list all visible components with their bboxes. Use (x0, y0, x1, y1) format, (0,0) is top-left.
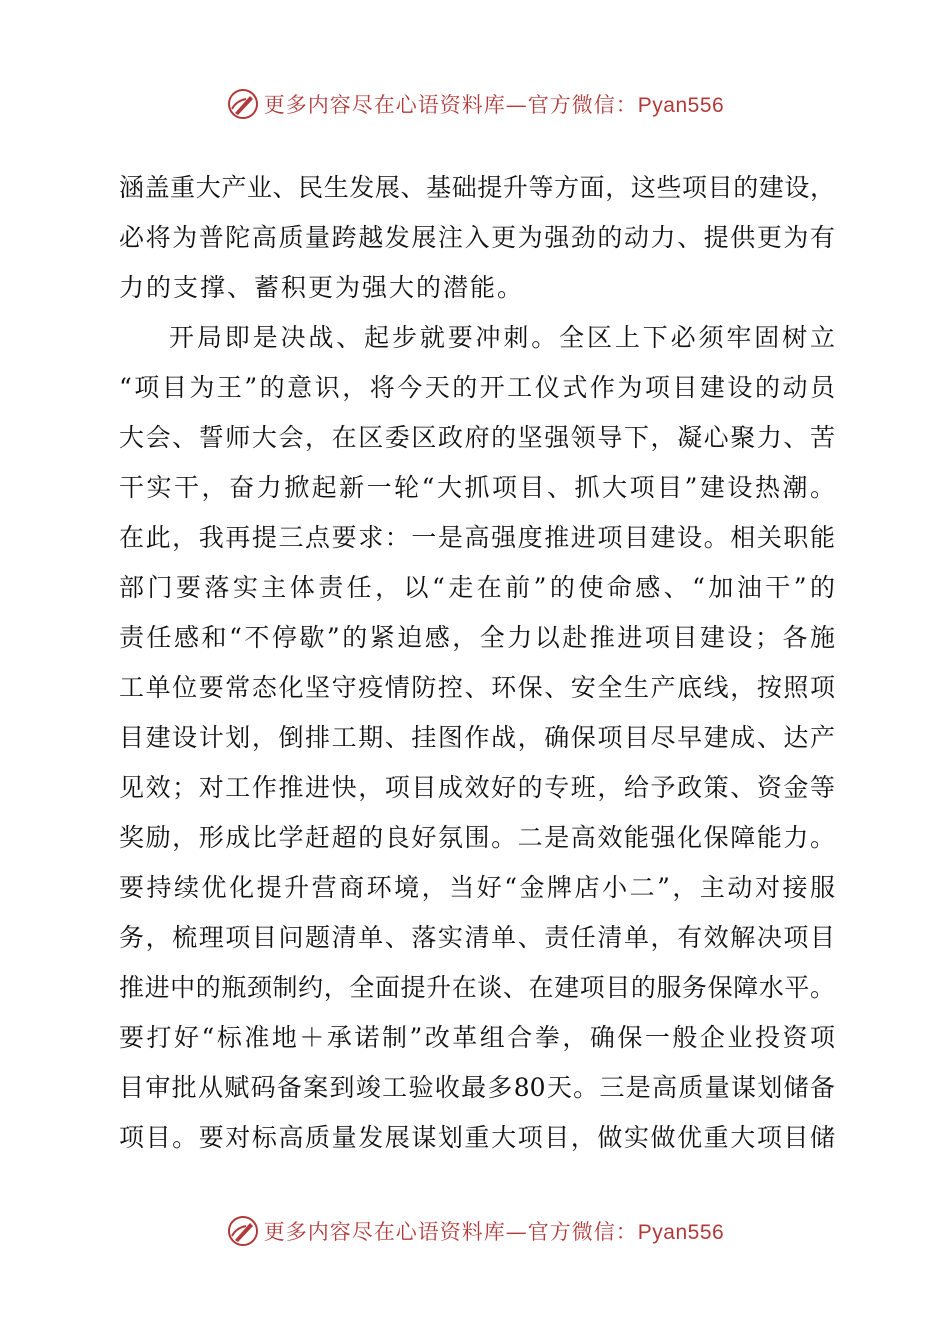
footer-banner-label: 更多内容尽在心语资料库—官方微信： (263, 1220, 638, 1244)
body-line: 部门要落实主体责任，以“走在前”的使命感、“加油干”的 (119, 573, 835, 602)
body-line: 要打好“标准地＋承诺制”改革组合拳，确保一般企业投资项 (119, 1023, 835, 1052)
header-banner-label: 更多内容尽在心语资料库—官方微信： (263, 93, 638, 117)
header-banner-text (264, 89, 724, 119)
pen-logo-icon (226, 87, 260, 121)
header-banner (0, 84, 950, 124)
body-line: 工单位要常态化坚守疫情防控、环保、安全生产底线，按照项 (119, 673, 835, 702)
body-line: 涵盖重大产业、民生发展、基础提升等方面，这些项目的建设， (119, 173, 835, 202)
document-body (119, 163, 835, 1163)
body-line: “项目为王”的意识，将今天的开工仪式作为项目建设的动员 (119, 373, 835, 402)
footer-banner-account: Pyan556 (637, 1221, 725, 1244)
body-line: 见效；对工作推进快，项目成效好的专班，给予政策、资金等 (119, 773, 835, 802)
body-line: 力的支撑、蓄积更为强大的潜能。 (119, 273, 525, 302)
body-line: 要持续优化提升营商环境，当好“金牌店小二”，主动对接服 (119, 873, 835, 902)
body-line: 务，梳理项目问题清单、落实清单、责任清单，有效解决项目 (119, 923, 835, 952)
body-line: 开局即是决战、起步就要冲刺。全区上下必须牢固树立 (169, 323, 835, 352)
footer-banner-text (264, 1216, 724, 1246)
body-line: 在此，我再提三点要求：一是高强度推进项目建设。相关职能 (119, 523, 835, 552)
footer-banner (0, 1211, 950, 1251)
body-line: 责任感和“不停歇”的紧迫感，全力以赴推进项目建设；各施 (119, 623, 835, 652)
header-banner-account: Pyan556 (637, 94, 725, 117)
body-line: 目建设计划，倒排工期、挂图作战，确保项目尽早建成、达产 (119, 723, 835, 752)
body-line: 干实干，奋力掀起新一轮“大抓项目、抓大项目”建设热潮。 (119, 473, 835, 502)
pen-logo-icon (226, 1214, 260, 1248)
body-line: 目审批从赋码备案到竣工验收最多80天。三是高质量谋划储备 (119, 1073, 835, 1102)
body-line: 奖励，形成比学赶超的良好氛围。二是高效能强化保障能力。 (119, 823, 835, 852)
body-line: 项目。要对标高质量发展谋划重大项目，做实做优重大项目储 (119, 1123, 835, 1152)
body-line: 大会、誓师大会，在区委区政府的坚强领导下，凝心聚力、苦 (119, 423, 835, 452)
body-line: 推进中的瓶颈制约，全面提升在谈、在建项目的服务保障水平。 (119, 973, 835, 1002)
body-line: 必将为普陀高质量跨越发展注入更为强劲的动力、提供更为有 (119, 223, 835, 252)
